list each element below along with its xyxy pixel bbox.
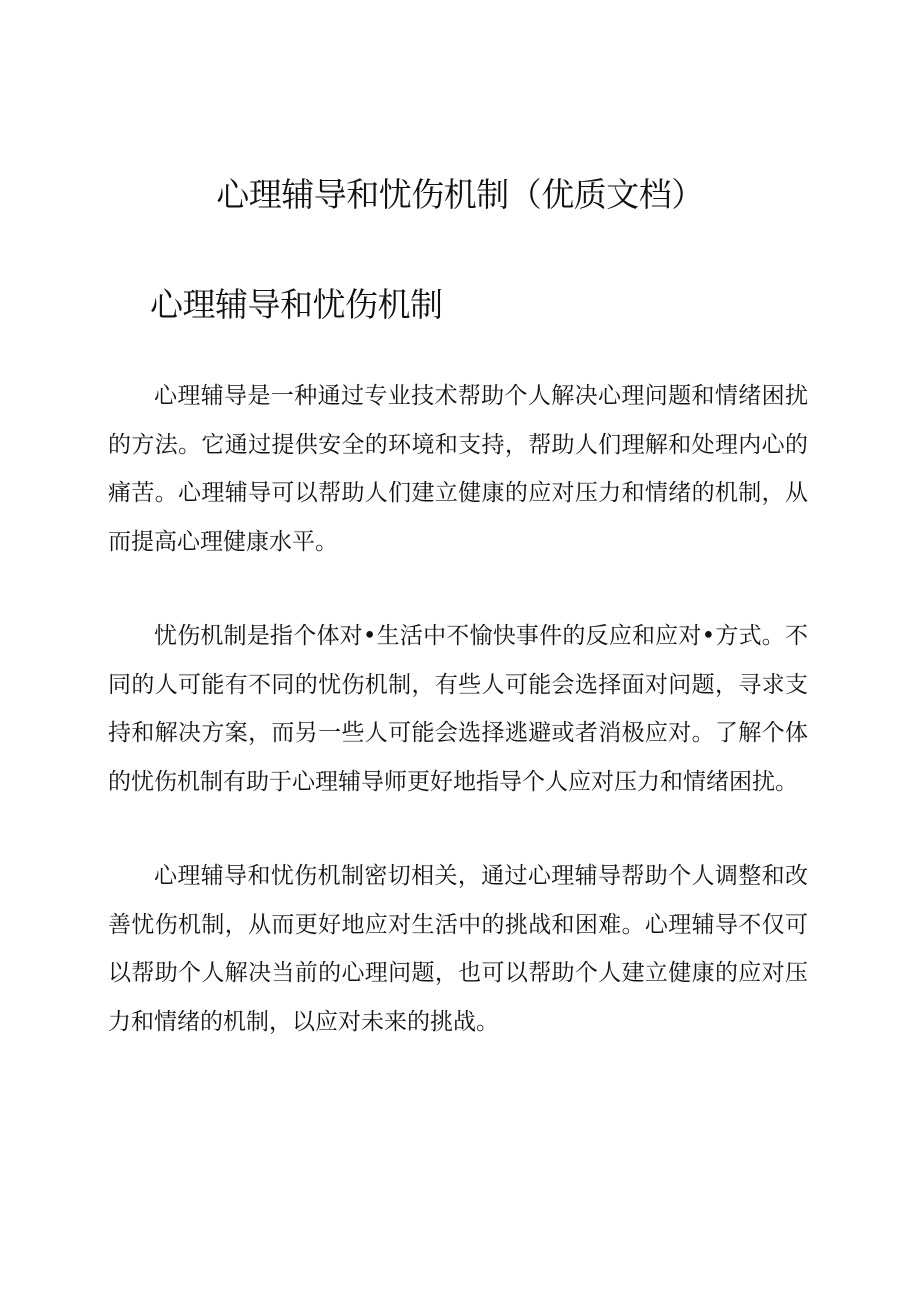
body-paragraph-1: 心理辅导是一种通过专业技术帮助个人解决心理问题和情绪困扰的方法。它通过提供安全的环境和支持，帮助人们理解和处理内心的痛苦。心理辅导可以帮助人们建立健康的应对压力和情绪的机制，从而提高心理健康水平。 [108,383,808,555]
body-paragraph-3: 心理辅导和忧伤机制密切相关，通过心理辅导帮助个人调整和改善忧伤机制，从而更好地应对生活中的挑战和困难。心理辅导不仅可以帮助个人解决当前的心理问题，也可以帮助个人建立健康的应对压力和情绪的机制，以应对未来的挑战。 [108,863,808,1035]
section-heading: 心理辅导和忧伤机制 [150,285,443,324]
document-title: 心理辅导和忧伤机制（优质文档） [216,175,704,214]
body-paragraph-2: 忧伤机制是指个体对•生活中不愉快事件的反应和应对•方式。不同的人可能有不同的忧伤机制，有些人可能会选择面对问题，寻求支持和解决方案，而另一些人可能会选择逃避或者消极应对。了解个体的忧伤机制有助于心理辅导师更好地指导个人应对压力和情绪困扰。 [108,623,808,795]
